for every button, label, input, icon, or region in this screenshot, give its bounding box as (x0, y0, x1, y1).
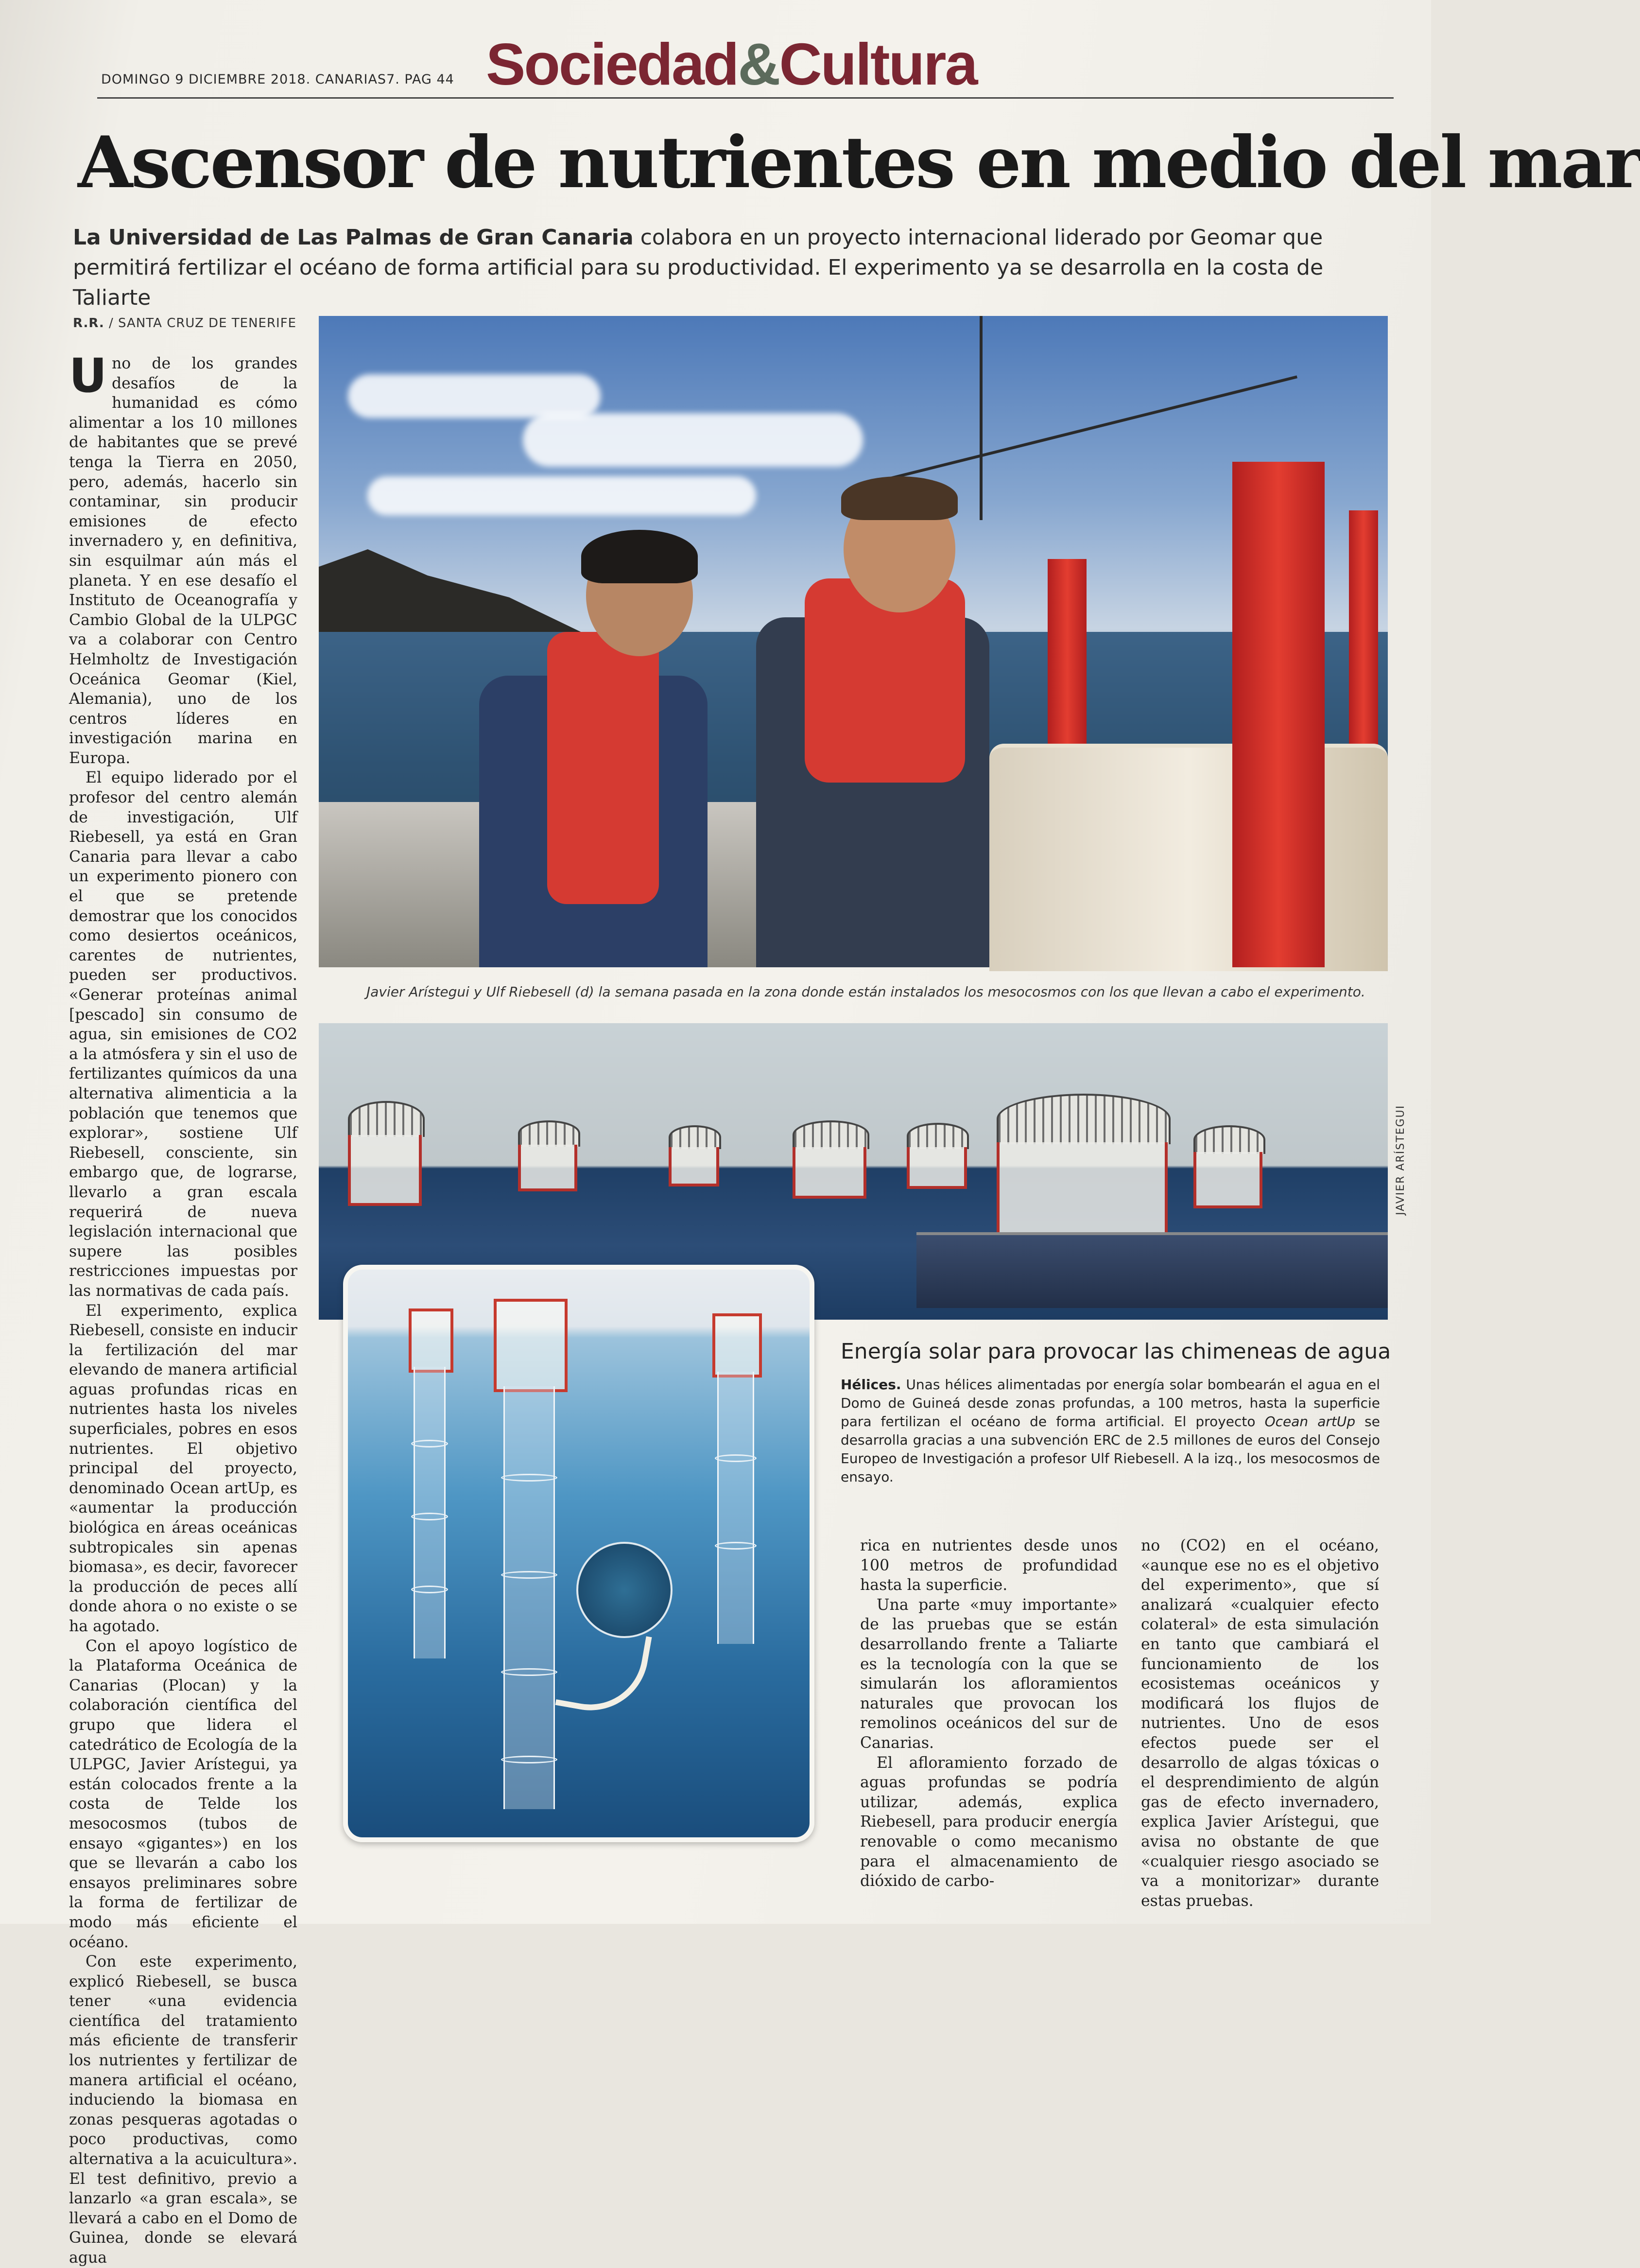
mesocosm (348, 1135, 422, 1206)
paragraph-2: El equipo liderado por el profesor del centro alemán de investigación, Ulf Riebesell, ya está en Gran Canaria para llevar a cabo un experimento pionero con el que se pretende demostrar que los conocidos como desiertos oceánicos, carentes de nutrientes, pueden ser productivos. «Generar proteínas animal [pescado] sin consumo de agua, sin emisiones de CO2 a la atmósfera y sin el uso de fertilizantes químicos da una alternativa alimenticia a la población que tenemos que explorar», sostiene Ulf Riebesell, consciente, sin embargo que, de lograrse, llevarlo a gran escala requerirá de nueva legislación internacional que supere las posibles restricciones impuestas por las normativas de cada país. (69, 769, 297, 1300)
cloud-shape (523, 413, 863, 467)
cloud-shape (348, 374, 601, 418)
bag-ring (501, 1668, 557, 1676)
bag-ring (715, 1454, 757, 1462)
mesocosm (669, 1147, 719, 1186)
mesocosm-dome (518, 1120, 580, 1147)
bag-ring (411, 1440, 448, 1448)
bag-ring (411, 1513, 448, 1520)
bag-ring (501, 1474, 557, 1482)
mesocosm (907, 1147, 967, 1189)
photo-researchers (319, 316, 1388, 967)
photo1-caption: Javier Arístegui y Ulf Riebesell (d) la semana pasada en la zona donde están instalados los mesocosmos con los que llevan a cabo el experimento. (366, 984, 1365, 1000)
section-part2: Cultura (779, 31, 977, 97)
bag-ring (715, 1542, 757, 1550)
mesocosm (793, 1147, 866, 1199)
mesocosm-bag-center (503, 1386, 555, 1809)
paragraph-3: El experimento, explica Riebesell, consiste en inducir la fertilización del mar elevando de manera artificial aguas profundas ricas en nutrientes hasta los niveles superficiales, pobres en esos nutrientes. El objetivo principal del proyecto, denominado Ocean artUp, es «aumentar la producción biológica en áreas oceánicas subtropicales sin apenas biomasa», es decir, favorecer la producción de peces allí donde ahora o no existe o se ha agotado. (69, 1302, 297, 1635)
section-title (486, 30, 977, 98)
byline-location: / SANTA CRUZ DE TENERIFE (104, 316, 297, 331)
dropcap: U (69, 349, 107, 403)
bag-ring (501, 1756, 557, 1763)
deck-lead: La Universidad de Las Palmas de Gran Canaria (73, 225, 634, 250)
paragraph-4: Con el apoyo logístico de la Plataforma Oceánica de Canarias (Plocan) y la colaboración científica del grupo que lidera el catedrático de Ecología de la ULPGC, Javier Arístegui, ya están colocados frente a la costa de Telde los mesocosmos (tubos de ensayo «gigantes») en los que se llevarán a cabo los ensayos preliminares sobre la forma de fertilizar de modo más eficiente el océano. (69, 1637, 297, 1951)
mesocosm-tank (989, 744, 1388, 971)
infographic-mesocosms (343, 1265, 814, 1842)
person-right-hair (841, 476, 958, 520)
sidebar-title: Energía solar para provocar las chimeneas de agua (841, 1339, 1391, 1364)
mesocosm (1193, 1152, 1262, 1208)
byline-author: R.R. (73, 316, 104, 331)
coast-hill (319, 549, 591, 637)
frame-bar (980, 316, 983, 520)
paragraph-9: no (CO2) en el océano, «aunque ese no es el objetivo del experimento», que sí analizará «cualquier efecto colateral» de esta simulación en tanto que cambiará el funcionamiento de los ecosistemas oceánicos y modificará los flujos de nutrientes. Uno de esos efectos puede ser el desarrollo de algas tóxicas o el desprendimiento de algún gas de efecto invernadero, explica Javier Arístegui, que avisa no obstante de que «cualquier riesgo asociado se va a monitorizar» durante estas pruebas. (1141, 1537, 1379, 1910)
article-column-1 (69, 349, 297, 2267)
red-float (1349, 510, 1378, 783)
section-amp: & (738, 31, 779, 97)
research-boat (916, 1232, 1388, 1308)
paragraph-5: Con este experimento, explicó Riebesell, se busca tener «una evidencia científica del tratamiento más eficiente de transferir los nutrientes y fertilizar de manera artificial el océano, induciendo la biomasa en zonas pesqueras agotadas o poco productivas, como alternativa a la acuicultura». El test definitivo, previo a lanzarlo «a gran escala», se llevará a cabo en el Domo de Guinea, donde se elevará agua (69, 1953, 297, 2267)
paragraph-1 (69, 349, 297, 768)
mesocosm-large (997, 1142, 1168, 1238)
deck (73, 223, 1385, 313)
sidebar-label: Hélices. (841, 1377, 901, 1393)
mesocosm-dome (348, 1101, 425, 1137)
photo-credit: JAVIER ARÍSTEGUI (1395, 1104, 1407, 1215)
mesocosm-bag (717, 1372, 754, 1644)
deck-rest: colabora en un proyecto internacional liderado por Geomar que permitirá fertilizar el océano de forma artificial para su productividad. El experimento ya se desarrolla en la costa de Taliarte (73, 225, 1324, 310)
byline (73, 316, 296, 331)
mesocosm-dome (669, 1125, 721, 1149)
mesocosm-float-center (494, 1299, 568, 1392)
sidebar-project-name: Ocean artUp (1264, 1413, 1356, 1430)
red-float-front (1232, 462, 1325, 967)
paragraph-8: El afloramiento forzado de aguas profundas se podría utilizar, además, explica Riebesell, para producir energía renovable o como mecanismo para el almacenamiento de dióxido de carbo- (860, 1754, 1118, 1890)
sidebar-text (841, 1376, 1380, 1486)
mesocosm-dome-large (997, 1094, 1171, 1144)
headline: Ascensor de nutrientes en medio del mar (78, 121, 1640, 204)
person-left-hair (581, 530, 698, 583)
date-line: DOMINGO 9 DICIEMBRE 2018. CANARIAS7. PAG 44 (101, 72, 454, 87)
article-column-3 (1141, 1536, 1379, 1910)
mesocosm (518, 1145, 577, 1191)
section-part1: Sociedad (486, 31, 738, 97)
zoom-circle-plankton (576, 1542, 673, 1638)
bag-ring (501, 1571, 557, 1579)
article-column-2 (860, 1536, 1118, 1896)
paragraph-6: rica en nutrientes desde unos 100 metros de profundidad hasta la superficie. (860, 1537, 1118, 1594)
mesocosm-dome (793, 1120, 869, 1149)
cloud-shape (367, 476, 756, 515)
mesocosm-dome (907, 1123, 969, 1149)
mesocosm-dome (1193, 1125, 1265, 1154)
paragraph-1-text: no de los grandes desafíos de la humanidad es cómo alimentar a los 10 millones de habitantes que se prevé tenga la Tierra en 2050, pero, además, hacerlo sin contaminar, sin producir emisiones de efecto invernadero y, en definitiva, sin esquilmar aún más el planeta. Y en ese desafío el Instituto de Oceanografía y Cambio Global de la ULPGC va a colaborar con Centro Helmholtz de Investigación Oceánica Geomar (Kiel, Alemania), uno de los centros líderes en investigación marina en Europa. (69, 355, 297, 767)
sidebar-text-b: se desarrolla gracias a una subvención ERC de 2.5 millones de euros del Consejo Europeo de Investigación a profesor Ulf Riebesell. A la izq., los mesocosmos de ensayo. (841, 1413, 1380, 1485)
header-rule (97, 97, 1394, 99)
mesocosm-float (409, 1308, 453, 1373)
mesocosm-float (712, 1313, 762, 1378)
paragraph-7: Una parte «muy importante» de las pruebas que se están desarrollando frente a Taliarte es la tecnología con la que se simularán los afloramientos naturales que provocan los remolinos oceánicos del sur de Canarias. (860, 1596, 1118, 1752)
sidebar-text-a: Unas hélices alimentadas por energía solar bombearán el agua en el Domo de Guineá desde zonas profundas, a 100 metros, hasta la superficie para fertilizan el océano de forma artificial. El proyecto (841, 1377, 1380, 1430)
bag-ring (411, 1586, 448, 1593)
curved-arrow (555, 1622, 652, 1719)
person-left-vest (547, 632, 659, 904)
